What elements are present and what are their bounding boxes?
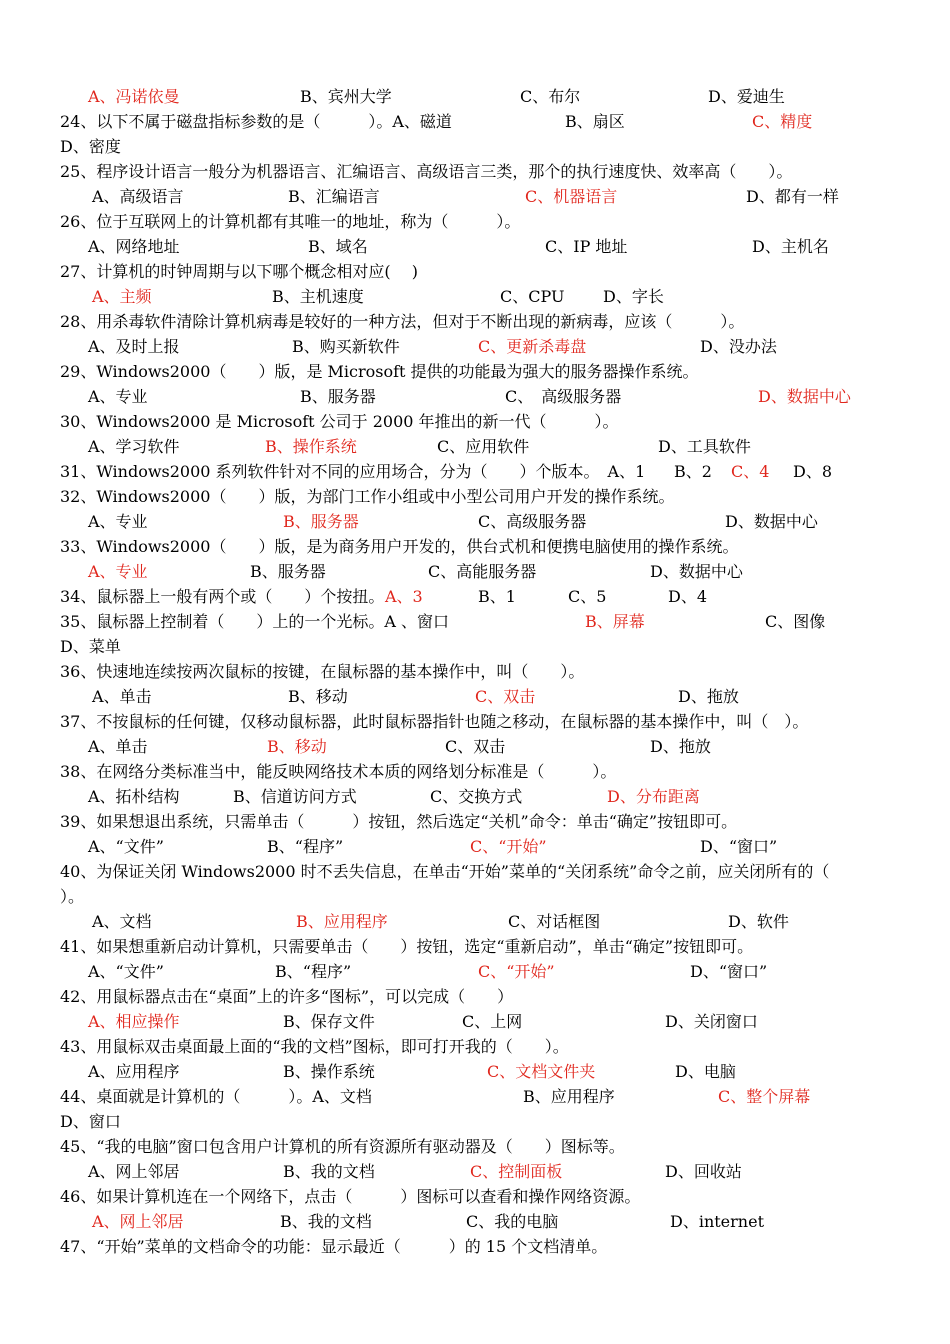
answer-option-text: C、双击 [475,687,536,706]
line-text: D、拖放 [650,737,711,756]
text-line [0,660,950,684]
text-line [0,410,950,434]
text-line [0,435,950,459]
line-text: A、学习软件 [88,437,180,456]
line-text: C、对话框图 [508,912,601,931]
line-text: 35、鼠标器上控制着（ ）上的一个光标。A 、窗口 [60,612,450,631]
line-text: 32、Windows2000（ ）版，为部门工作小组或中小型公司用户开发的操作系统。 [60,487,675,506]
answer-option-text: B、服务器 [283,512,359,531]
text-line [0,935,950,959]
text-line [0,310,950,334]
line-text: D、“窗口” [700,837,778,856]
text-line [0,85,950,109]
line-text: D、窗口 [60,1112,121,1131]
line-text: D、关闭窗口 [665,1012,758,1031]
line-text: 36、快速地连续按两次鼠标的按键，在鼠标器的基本操作中，叫（ ）。 [60,662,585,681]
answer-option-text: A、冯诺依曼 [88,87,180,106]
text-line [0,1160,950,1184]
line-text: 37、不按鼠标的任何键，仅移动鼠标器，此时鼠标器指针也随之移动，在鼠标器的基本操作中，叫（ ）。 [60,712,809,731]
answer-option-text: B、屏幕 [585,612,645,631]
text-line [0,485,950,509]
line-text: 40、为保证关闭 Windows2000 时不丢失信息，在单击“开始”菜单的“关闭系统”命令之前，应关闭所有的（ [60,862,830,881]
line-text: D、菜单 [60,637,121,656]
line-text: A、专业 [88,387,148,406]
line-text: D、爱迪生 [708,87,785,106]
line-text: C、高级服务器 [478,512,587,531]
line-text: C、布尔 [520,87,581,106]
text-line [0,860,950,884]
text-line [0,185,950,209]
text-line [0,1010,950,1034]
line-text: C、5 [568,587,607,606]
line-text: B、2 [674,462,712,481]
answer-option-text: A、相应操作 [88,1012,180,1031]
text-line [0,210,950,234]
line-text: 38、在网络分类标准当中，能反映网络技术本质的网络划分标准是（ ）。 [60,762,617,781]
answer-option-text: A、3 [385,587,423,606]
text-line [0,1085,950,1109]
answer-option-text: C、4 [731,462,770,481]
answer-option-text: D、数据中心 [758,387,851,406]
line-text: B、我的文档 [280,1212,372,1231]
line-text: C、图像 [765,612,826,631]
answer-option-text: D、分布距离 [607,787,700,806]
line-text: 28、用杀毒软件清除计算机病毒是较好的一种方法，但对于不断出现的新病毒，应该（ ）。 [60,312,745,331]
line-text: 25、程序设计语言一般分为机器语言、汇编语言、高级语言三类，那个的执行速度快、效率高（ ）。 [60,162,793,181]
line-text: 47、“开始”菜单的文档命令的功能：显示最近（ ）的 15 个文档清单。 [60,1237,608,1256]
line-text: B、“程序” [267,837,344,856]
answer-option-text: B、操作系统 [265,437,357,456]
text-line [0,1135,950,1159]
line-text: B、汇编语言 [288,187,380,206]
line-text: C、高能服务器 [428,562,537,581]
line-text: D、都有一样 [746,187,839,206]
line-text: 39、如果想退出系统，只需单击（ ）按钮，然后选定“关机”命令：单击“确定”按钮即可。 [60,812,738,831]
text-line [0,735,950,759]
line-text: 43、用鼠标双击桌面最上面的“我的文档”图标，即可打开我的（ ）。 [60,1037,569,1056]
line-text: 46、如果计算机连在一个网络下，点击（ ）图标可以查看和操作网络资源。 [60,1187,641,1206]
text-line [0,1210,950,1234]
text-line [0,610,950,634]
text-line [0,110,950,134]
text-line [0,385,950,409]
answer-option-text: A、主频 [92,287,152,306]
line-text: C、IP 地址 [545,237,628,256]
line-text: B、操作系统 [283,1062,375,1081]
line-text: A、及时上报 [88,337,180,356]
line-text: A、高级语言 [92,187,184,206]
text-line [0,460,950,484]
line-text: A、应用程序 [88,1062,180,1081]
line-text: C、 高级服务器 [505,387,622,406]
line-text: B、服务器 [300,387,376,406]
line-text: A、“文件” [88,962,164,981]
text-line [0,535,950,559]
text-line [0,885,950,909]
line-text: C、应用软件 [437,437,530,456]
line-text: 41、如果想重新启动计算机，只需要单击（ ）按钮，选定“重新启动”，单击“确定”按钮即可。 [60,937,754,956]
line-text: B、服务器 [250,562,326,581]
answer-option-text: C、控制面板 [470,1162,563,1181]
text-line [0,810,950,834]
line-text: A、“文件” [88,837,164,856]
line-text: 24、以下不属于磁盘指标参数的是（ ）。A、磁道 [60,112,452,131]
line-text: D、数据中心 [650,562,743,581]
line-text: D、主机名 [752,237,829,256]
text-line [0,985,950,1009]
text-line [0,685,950,709]
text-line [0,135,950,159]
line-text: D、密度 [60,137,121,156]
text-line [0,835,950,859]
line-text: 31、Windows2000 系列软件针对不同的应用场合，分为（ ）个版本。 A、1 [60,462,646,481]
line-text: D、4 [668,587,708,606]
line-text: B、域名 [308,237,368,256]
text-line [0,1110,950,1134]
answer-option-text: C、“开始” [478,962,555,981]
line-text: D、8 [793,462,833,481]
line-text: D、数据中心 [725,512,818,531]
text-line [0,1235,950,1259]
line-text: A、网络地址 [88,237,180,256]
line-text: A、网上邻居 [88,1162,180,1181]
answer-option-text: C、精度 [752,112,813,131]
line-text: 45、“我的电脑”窗口包含用户计算机的所有资源所有驱动器及（ ）图标等。 [60,1137,625,1156]
text-line [0,235,950,259]
text-line [0,1035,950,1059]
line-text: 44、桌面就是计算机的（ ）。A、文档 [60,1087,372,1106]
answer-option-text: A、专业 [88,562,148,581]
line-text: C、上网 [462,1012,523,1031]
line-text: B、宾州大学 [300,87,392,106]
text-line [0,785,950,809]
text-line [0,635,950,659]
text-line [0,1060,950,1084]
text-line [0,710,950,734]
line-text: A、拓朴结构 [88,787,180,806]
line-text: B、我的文档 [283,1162,375,1181]
answer-option-text: B、移动 [267,737,327,756]
line-text: A、文档 [92,912,152,931]
line-text: 30、Windows2000 是 Microsoft 公司于 2000 年推出的新一代（ ）。 [60,412,619,431]
line-text: C、双击 [445,737,506,756]
line-text: ）。 [60,887,85,906]
line-text: A、单击 [88,737,148,756]
answer-option-text: C、整个屏幕 [718,1087,811,1106]
text-line [0,335,950,359]
line-text: B、应用程序 [523,1087,615,1106]
line-text: C、CPU [500,287,565,306]
line-text: 33、Windows2000（ ）版，是为商务用户开发的，供台式机和便携电脑使用的操作系统。 [60,537,739,556]
answer-option-text: C、机器语言 [525,187,618,206]
line-text: 42、用鼠标器点击在“桌面”上的许多“图标”，可以完成（ ） [60,987,514,1006]
line-text: D、软件 [728,912,789,931]
line-text: A、专业 [88,512,148,531]
line-text: B、购买新软件 [292,337,400,356]
line-text: B、1 [478,587,516,606]
line-text: D、没办法 [700,337,777,356]
line-text: 34、鼠标器上一般有两个或（ ）个按扭。 [60,587,385,606]
text-line [0,910,950,934]
line-text: D、拖放 [678,687,739,706]
answer-option-text: C、文档文件夹 [487,1062,596,1081]
line-text: D、回收站 [665,1162,742,1181]
text-line [0,960,950,984]
line-text: B、保存文件 [283,1012,375,1031]
answer-option-text: C、更新杀毒盘 [478,337,587,356]
text-line [0,1185,950,1209]
answer-option-text: B、应用程序 [296,912,388,931]
answer-option-text: C、“开始” [470,837,547,856]
line-text: 27、计算机的时钟周期与以下哪个概念相对应( ) [60,262,418,281]
line-text: C、交换方式 [430,787,523,806]
text-line [0,510,950,534]
text-line [0,285,950,309]
line-text: D、电脑 [675,1062,736,1081]
line-text: D、工具软件 [658,437,751,456]
line-text: C、我的电脑 [466,1212,559,1231]
line-text: B、扇区 [565,112,625,131]
text-line [0,160,950,184]
text-line [0,560,950,584]
line-text: B、主机速度 [272,287,364,306]
text-line [0,360,950,384]
text-line [0,760,950,784]
answer-option-text: A、网上邻居 [92,1212,184,1231]
line-text: D、字长 [603,287,664,306]
line-text: B、移动 [288,687,348,706]
text-line [0,260,950,284]
line-text: B、“程序” [275,962,352,981]
line-text: D、“窗口” [690,962,768,981]
line-text: B、信道访问方式 [233,787,357,806]
line-text: 29、Windows2000（ ）版，是 Microsoft 提供的功能最为强大的服务器操作系统。 [60,362,699,381]
line-text: A、单击 [92,687,152,706]
text-line [0,585,950,609]
line-text: D、internet [670,1212,765,1231]
line-text: 26、位于互联网上的计算机都有其唯一的地址，称为（ ）。 [60,212,521,231]
